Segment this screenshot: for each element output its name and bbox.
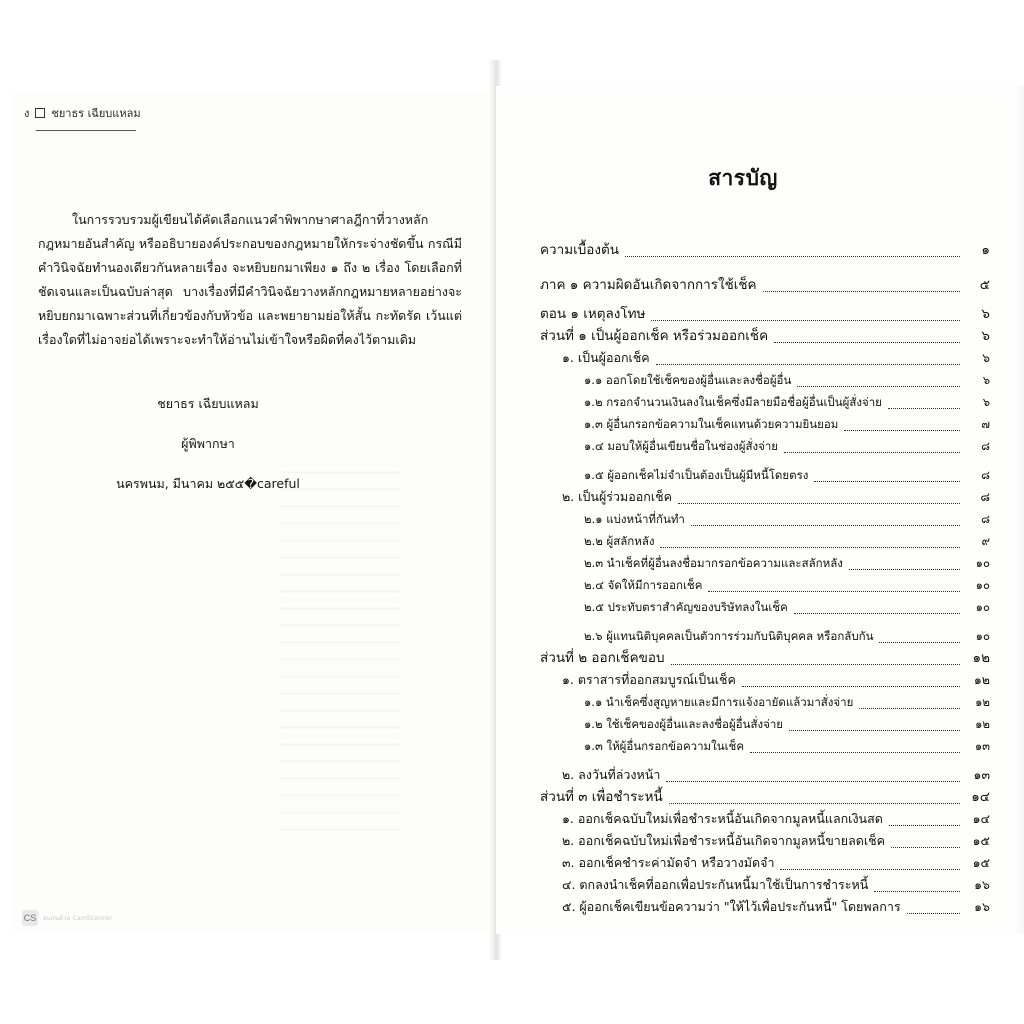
toc-spacer — [540, 226, 990, 239]
toc-leader-dots — [669, 802, 960, 804]
toc-entry[interactable] — [562, 852, 990, 874]
preface-body — [38, 208, 462, 352]
toc-entry-page: ๑๖ — [974, 877, 990, 892]
toc-entry-label: ๑.๒ กรอกจำนวนเงินลงในเช็คซึ่งมีลายมือชื่อผู้อื่นเป็นผู้สั่งจ่าย — [584, 395, 882, 409]
signature-name: ชยาธร เฉียบแหลม — [157, 396, 259, 411]
toc-entry-label: ส่วนที่ ๒ ออกเช็คขอบ — [540, 650, 665, 666]
toc-leader-dots — [789, 729, 960, 731]
toc-entry-page: ๑๓ — [973, 767, 990, 782]
toc-entry[interactable] — [540, 239, 990, 261]
toc-entry-page: ๑๐ — [975, 578, 990, 592]
toc-entry-page: ๑๔ — [972, 811, 990, 826]
camscanner-watermark — [22, 910, 113, 926]
toc-entry-label: ๑. เป็นผู้ออกเช็ค — [562, 350, 650, 365]
toc-entry-page: ๑๐ — [975, 600, 990, 614]
toc-leader-dots — [671, 663, 960, 665]
toc-entry-label: ๒.๔ จัดให้มีการออกเช็ค — [584, 578, 703, 592]
toc-spacer — [540, 618, 990, 625]
toc-entry-page: ๑ — [981, 242, 990, 258]
toc-leader-dots — [797, 385, 960, 387]
toc-entry[interactable] — [540, 303, 990, 325]
toc-leader-dots — [666, 780, 960, 782]
toc-entry-page: ๗ — [981, 417, 990, 431]
toc-entry[interactable] — [540, 274, 990, 296]
toc-entry[interactable] — [540, 647, 990, 669]
toc-entry[interactable] — [562, 764, 990, 786]
toc-spacer — [540, 261, 990, 274]
toc-entry[interactable] — [562, 486, 990, 508]
toc-entry-label: ๑. ตราสารที่ออกสมบูรณ์เป็นเช็ค — [562, 672, 736, 687]
toc-leader-dots — [708, 590, 960, 592]
toc-entry-label: ส่วนที่ ๑ เป็นผู้ออกเช็ค หรือร่วมออกเช็ค — [540, 328, 769, 344]
page-edge-shade — [1014, 86, 1024, 934]
toc-leader-dots — [780, 868, 960, 870]
toc-entry[interactable] — [540, 786, 990, 808]
toc-entry[interactable] — [584, 369, 990, 391]
toc-leader-dots — [849, 568, 960, 570]
toc-entry[interactable] — [584, 464, 990, 486]
toc-entry-label: ความเบื้องต้น — [540, 242, 619, 258]
left-page — [10, 92, 488, 932]
toc-entry-label: ๓. ออกเช็คชำระค่ามัดจำ หรือวางมัดจำ — [562, 855, 775, 870]
toc-entry[interactable] — [562, 669, 990, 691]
toc-leader-dots — [879, 641, 960, 643]
toc-entry-page: ๑๔ — [971, 789, 990, 805]
camscanner-label: สแกนด้วย CamScanner — [43, 915, 113, 922]
toc-entry[interactable] — [562, 896, 990, 918]
toc-leader-dots — [660, 546, 960, 548]
toc-entry-page: ๖ — [982, 350, 990, 365]
toc-entry-page: ๘ — [981, 468, 990, 482]
toc-entry[interactable] — [562, 874, 990, 896]
signature-place-date: นครพนม, มีนาคม ๒๕๕�careful — [116, 476, 300, 491]
toc-leader-dots — [750, 751, 960, 753]
toc-entry-page: ๖ — [981, 306, 990, 322]
left-page-number: ง — [24, 107, 30, 120]
toc-entry-label: ๒. ลงวันที่ล่วงหน้า — [562, 767, 661, 782]
right-page — [496, 86, 1016, 934]
toc-entry-label: ๒. ออกเช็คฉบับใหม่เพื่อชำระหนี้อันเกิดจากมูลหนี้ขายลดเช็ค — [562, 833, 885, 848]
toc-entry-page: ๖ — [981, 328, 990, 344]
toc-entry-label: ๒.๒ ผู้สลักหลัง — [584, 534, 655, 548]
toc-entry-page: ๑๐ — [975, 629, 990, 643]
toc-entry-label: ๒. เป็นผู้ร่วมออกเช็ค — [562, 489, 672, 504]
toc-leader-dots — [814, 480, 960, 482]
toc-leader-dots — [625, 255, 960, 257]
toc-entry-page: ๑๒ — [972, 650, 990, 666]
toc-leader-dots — [691, 524, 960, 526]
camscanner-badge: CS — [22, 910, 38, 926]
toc-entry-label: ๑.๓ ผู้อื่นกรอกข้อความในเช็คแทนด้วยความยินยอม — [584, 417, 839, 431]
toc-entry-page: ๘ — [981, 439, 990, 453]
toc-entry-page: ๑๖ — [974, 899, 990, 914]
toc-spacer — [540, 296, 990, 303]
scan-shadow — [280, 472, 400, 832]
toc-entry-label: ๔. ตกลงนำเช็คที่ออกเพื่อประกันหนี้มาใช้เป็นการชำระหนี้ — [562, 877, 869, 892]
toc-entry-page: ๘ — [980, 489, 990, 504]
toc-spacer — [540, 457, 990, 464]
toc-entry[interactable] — [562, 808, 990, 830]
toc-leader-dots — [656, 363, 960, 365]
toc-entry[interactable] — [540, 325, 990, 347]
toc-leader-dots — [888, 407, 960, 409]
toc-leader-dots — [651, 319, 960, 321]
toc-entry-label: ๑.๕ ผู้ออกเช็คไม่จำเป็นต้องเป็นผู้มีหนี้โดยตรง — [584, 468, 809, 482]
toc-spacer — [540, 757, 990, 764]
toc-leader-dots — [907, 912, 960, 914]
toc-entry-page: ๙ — [981, 534, 990, 548]
toc-leader-dots — [784, 451, 960, 453]
toc-entry-label: ภาค ๑ ความผิดอันเกิดจากการใช้เช็ค — [540, 277, 757, 293]
toc-entry-label: ๑.๒ ใช้เช็คของผู้อื่นและลงชื่อผู้อื่นสั่งจ่าย — [584, 717, 784, 731]
toc-leader-dots — [774, 341, 960, 343]
toc-entry-page: ๑๕ — [972, 833, 990, 848]
left-header-author: ชยาธร เฉียบแหลม — [51, 107, 141, 120]
toc-entry[interactable] — [584, 625, 990, 647]
toc-entry-label: ๑.๔ มอบให้ผู้อื่นเขียนชื่อในช่องผู้สั่งจ่าย — [584, 439, 779, 453]
toc-leader-dots — [874, 890, 960, 892]
toc-entry-label: ๒.๓ นำเช็คที่ผู้อื่นลงชื่อมากรอกข้อความและสลักหลัง — [584, 556, 843, 570]
toc-entry[interactable] — [562, 347, 990, 369]
toc-entry-label: ส่วนที่ ๓ เพื่อชำระหนี้ — [540, 789, 663, 805]
toc-entry-label: ๑. ออกเช็คฉบับใหม่เพื่อชำระหนี้อันเกิดจากมูลหนี้แลกเงินสด — [562, 811, 883, 826]
toc-entry[interactable] — [562, 830, 990, 852]
toc-leader-dots — [889, 824, 960, 826]
toc-entry[interactable] — [584, 691, 990, 713]
toc-entry[interactable] — [584, 391, 990, 413]
toc-entry-page: ๑๕ — [972, 855, 990, 870]
toc-list — [540, 226, 990, 918]
toc-title: สารบัญ — [708, 166, 778, 190]
toc-entry-label: ๑.๑ ออกโดยใช้เช็คของผู้อื่นและลงชื่อผู้อื่น — [584, 373, 792, 387]
toc-entry[interactable] — [584, 435, 990, 457]
toc-entry-page: ๖ — [982, 373, 990, 387]
toc-entry[interactable] — [584, 552, 990, 574]
toc-entry[interactable] — [584, 413, 990, 435]
toc-entry-label: ๒.๑ แบ่งหน้าที่กันทำ — [584, 512, 685, 526]
header-rule — [36, 130, 136, 131]
square-bullet-icon — [35, 108, 45, 118]
toc-entry[interactable] — [584, 713, 990, 735]
toc-leader-dots — [742, 685, 960, 687]
toc-entry[interactable] — [584, 574, 990, 596]
toc-entry-label: ๒.๖ ผู้แทนนิติบุคคลเป็นตัวการร่วมกับนิติบุคคล หรือกลับกัน — [584, 629, 874, 643]
toc-entry-label: ๑.๓ ให้ผู้อื่นกรอกข้อความในเช็ค — [584, 739, 745, 753]
toc-entry[interactable] — [584, 596, 990, 618]
toc-entry-page: ๖ — [982, 395, 990, 409]
toc-entry-page: ๑๐ — [975, 556, 990, 570]
toc-entry-page: ๑๒ — [975, 695, 990, 709]
toc-entry-label: ๕. ผู้ออกเช็คเขียนข้อความว่า "ให้ไว้เพื่อประกันหนี้" โดยพลการ — [562, 899, 901, 914]
toc-leader-dots — [794, 612, 960, 614]
toc-entry[interactable] — [584, 530, 990, 552]
toc-entry-page: ๑๒ — [975, 717, 990, 731]
toc-entry-page: ๘ — [981, 512, 990, 526]
signature-role: ผู้พิพากษา — [181, 436, 235, 451]
toc-entry-page: ๑๒ — [973, 672, 990, 687]
toc-leader-dots — [859, 707, 960, 709]
preface-paragraph: ในการรวบรวมผู้เขียนได้คัดเลือกแนวคำพิพากษาศาลฎีกาที่วางหลักกฎหมายอันสำคัญ หรืออธิบายองค์ประกอบของกฎหมายให้กระจ่างชัดขึ้น กรณีมีคำวินิจฉัยทำนองเดียวกันหลายเรื่อง จะหยิบยกมาเพียง ๑ ถึง ๒ เรื่อง โดยเลือกที่ชัดเจนและเป็นฉบับล่าสุด บางเรื่องที่มีคำวินิจฉัยวางหลักกฎหมายหลายอย่างจะหยิบยกมาเฉพาะส่วนที่เกี่ยวข้องกับหัวข้อ และพยายามย่อให้สั้น กะทัดรัด เว้นแต่เรื่องใดที่ไม่อาจย่อได้เพราะจะทำให้อ่านไม่เข้าใจหรือผิดที่คงไว้ตามเดิม — [38, 212, 462, 347]
toc-leader-dots — [763, 290, 960, 292]
toc-entry-page: ๕ — [979, 277, 990, 293]
toc-leader-dots — [891, 846, 960, 848]
toc-leader-dots — [678, 502, 960, 504]
toc-leader-dots — [844, 429, 960, 431]
toc-entry-label: ๑.๑ นำเช็คซึ่งสูญหายและมีการแจ้งอายัดแล้วมาสั่งจ่าย — [584, 695, 854, 709]
toc-entry-page: ๑๓ — [974, 739, 990, 753]
toc-entry[interactable] — [584, 508, 990, 530]
toc-entry-label: ตอน ๑ เหตุลงโทษ — [540, 306, 646, 322]
toc-entry-label: ๒.๕ ประทับตราสำคัญของบริษัทลงในเช็ค — [584, 600, 788, 614]
toc-entry[interactable] — [584, 735, 990, 757]
left-page-header — [24, 104, 141, 122]
